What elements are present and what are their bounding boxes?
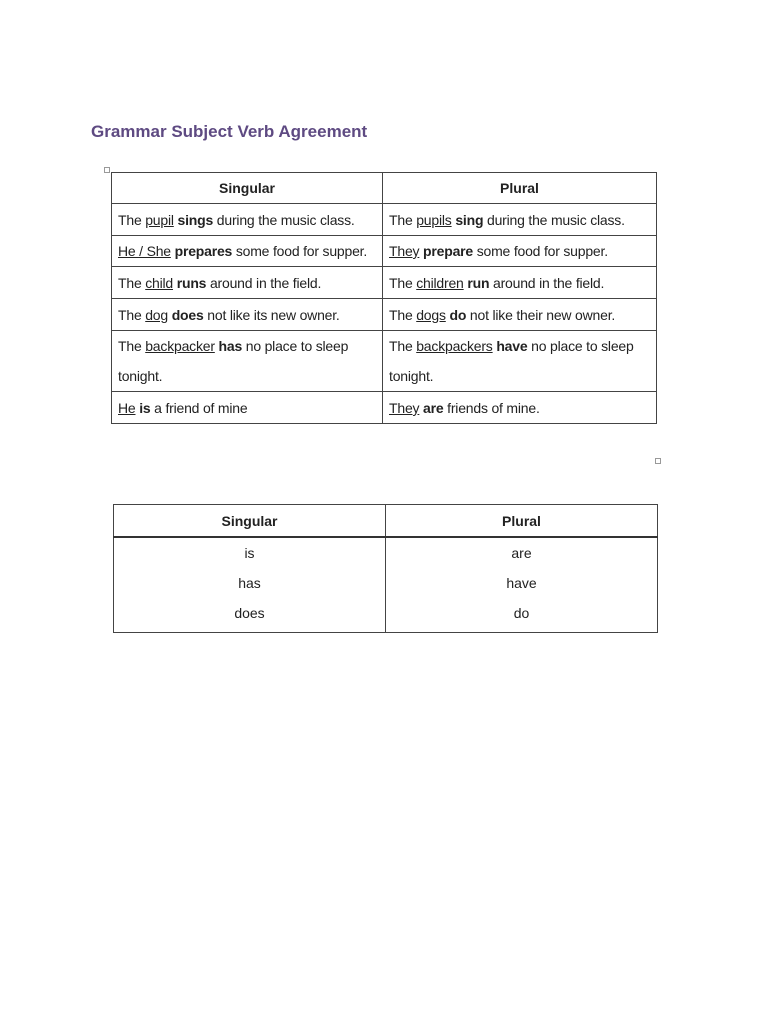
verbs-table [113, 504, 658, 633]
verb-word: do [449, 307, 467, 323]
example-singular-cell [112, 299, 383, 331]
sentence-text: around in the field. [489, 275, 605, 291]
sentence-text: not like its new owner. [203, 307, 340, 323]
subject-word: They [389, 400, 420, 416]
example-singular-cell [112, 392, 383, 424]
verb-word: run [467, 275, 490, 291]
subject-word: child [145, 275, 174, 291]
example-singular-cell [112, 236, 383, 267]
verbs-header-singular: Singular [114, 505, 386, 538]
document-title: Grammar Subject Verb Agreement [91, 122, 368, 141]
examples-header-row [112, 173, 657, 204]
examples-table [111, 172, 657, 424]
sentence-text: The [389, 307, 417, 323]
examples-header-singular: Singular [112, 173, 383, 204]
examples-header-plural: Plural [383, 173, 657, 204]
sentence-text: some food for supper. [232, 243, 368, 259]
example-row [112, 267, 657, 299]
verb-word: does [171, 307, 204, 323]
verbs-header-row [114, 505, 658, 538]
sentence-text: The [118, 338, 146, 354]
plural-verb: are [511, 545, 532, 561]
verb-word: has [218, 338, 243, 354]
subject-word: dogs [416, 307, 446, 323]
example-row [112, 299, 657, 331]
table-resize-handle-top-left[interactable] [104, 167, 110, 173]
sentence-text: The [118, 307, 146, 323]
sentence-text: friends of mine. [443, 400, 540, 416]
example-row [112, 204, 657, 236]
subject-word: He [118, 400, 136, 416]
subject-word: pupils [416, 212, 452, 228]
verb-word: prepares [174, 243, 233, 259]
example-plural-cell [383, 267, 657, 299]
example-plural-cell [383, 299, 657, 331]
subject-word: They [389, 243, 420, 259]
singular-verb: has [238, 575, 261, 591]
example-singular-cell [112, 267, 383, 299]
singular-verbs-cell [114, 537, 386, 633]
verbs-row [114, 537, 658, 633]
subject-word: backpackers [416, 338, 493, 354]
sentence-text: The [389, 338, 417, 354]
subject-word: children [416, 275, 464, 291]
example-singular-cell [112, 204, 383, 236]
singular-verb: is [244, 545, 255, 561]
example-plural-cell [383, 236, 657, 267]
singular-verb: does [234, 605, 265, 621]
sentence-text: around in the field. [206, 275, 322, 291]
subject-word: dog [145, 307, 168, 323]
verbs-header-plural: Plural [386, 505, 658, 538]
verb-word: prepare [423, 243, 473, 259]
plural-verb: have [506, 575, 537, 591]
sentence-text: not like their new owner. [466, 307, 616, 323]
example-plural-cell [383, 204, 657, 236]
subject-word: He / She [118, 243, 171, 259]
example-singular-cell [112, 331, 383, 392]
plural-verb: do [513, 605, 530, 621]
sentence-text: during the music class. [213, 212, 355, 228]
sentence-text: no place to sleep tonight. [389, 338, 634, 384]
verb-word: is [139, 400, 151, 416]
example-plural-cell [383, 392, 657, 424]
sentence-text: The [389, 212, 417, 228]
example-plural-cell [383, 331, 657, 392]
example-row [112, 331, 657, 392]
sentence-text: no place to sleep tonight. [118, 338, 349, 384]
sentence-text: a friend of mine [150, 400, 248, 416]
sentence-text: some food for supper. [473, 243, 608, 259]
verb-word: sings [177, 212, 214, 228]
verb-word: sing [455, 212, 484, 228]
table-resize-handle-bottom-right[interactable] [655, 458, 661, 464]
subject-word: pupil [145, 212, 174, 228]
examples-body [112, 204, 657, 424]
plural-verbs-cell [386, 537, 658, 633]
subject-word: backpacker [145, 338, 215, 354]
verb-word: have [496, 338, 528, 354]
example-row [112, 392, 657, 424]
example-row [112, 236, 657, 267]
verb-word: runs [176, 275, 207, 291]
sentence-text: during the music class. [483, 212, 625, 228]
sentence-text: The [118, 275, 146, 291]
sentence-text: The [118, 212, 146, 228]
sentence-text: The [389, 275, 417, 291]
verb-word: are [423, 400, 444, 416]
